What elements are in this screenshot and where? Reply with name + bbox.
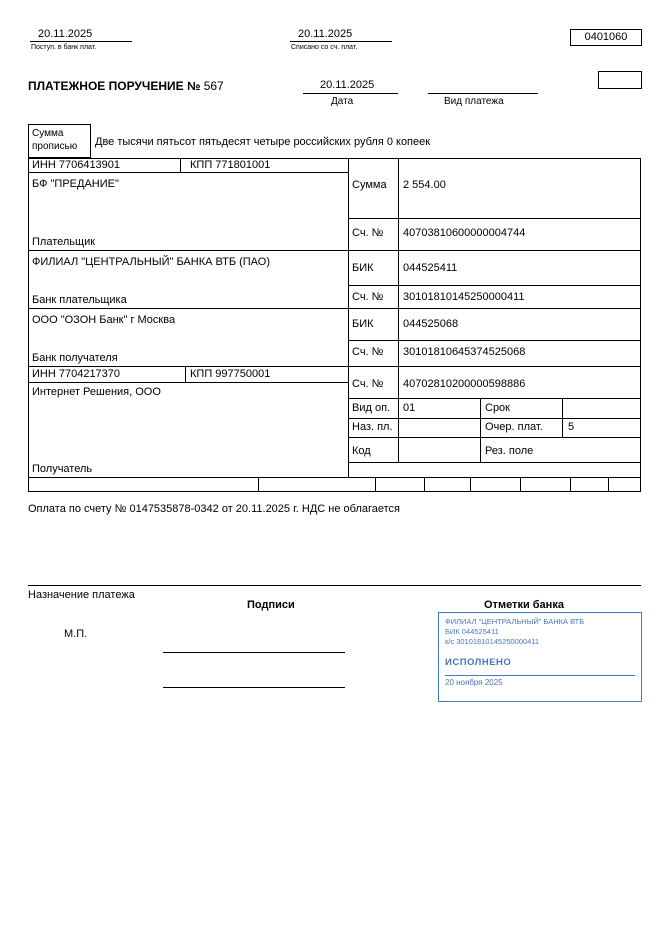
payer-bank-label: Банк плательщика (32, 294, 127, 306)
payee-bank-account-label: Сч. № (352, 346, 384, 358)
date-debited-underline (290, 41, 392, 42)
table-line (28, 172, 349, 173)
signatures-label: Подписи (247, 599, 295, 611)
table-line (348, 218, 641, 219)
amount-words-label-cell (28, 124, 91, 158)
op-type-label: Вид оп. (352, 402, 391, 414)
payee-bank-bik-label: БИК (352, 318, 374, 330)
table-line (28, 308, 641, 309)
date-received-value: 20.11.2025 (38, 28, 93, 40)
tax-fields-line (28, 491, 641, 492)
payee-label: Получатель (32, 463, 93, 475)
stamp-bik: БИК 044525411 (445, 627, 499, 637)
payer-bank-bik-label: БИК (352, 262, 374, 274)
payer-bank-account-value: 30101810145250000411 (403, 291, 525, 303)
signature-line-1 (163, 652, 345, 653)
tax-fields-tick (375, 477, 376, 492)
table-line (28, 366, 641, 367)
payer-account-value: 40703810600000004744 (403, 227, 526, 239)
payee-name: Интернет Решения, ООО (32, 386, 161, 398)
payment-type-underline (428, 93, 538, 94)
stamp-status: ИСПОЛНЕНО (445, 657, 512, 669)
table-line (348, 398, 641, 399)
purpose-code-label: Наз. пл. (352, 421, 393, 433)
table-line (562, 398, 563, 438)
term-label: Срок (485, 402, 510, 414)
payee-bank-label: Банк получателя (32, 352, 118, 364)
payee-account-label: Сч. № (352, 378, 384, 390)
payee-bank-bik-value: 044525068 (403, 318, 459, 330)
stamp-corr-account: к/с 30101810145250000411 (445, 637, 540, 647)
payee-account-value: 40702810200000598886 (403, 378, 526, 390)
date-debited-label: Списано со сч. плат. (291, 44, 358, 51)
code-label: Код (352, 445, 371, 457)
payee-kpp: КПП 997750001 (190, 368, 271, 380)
tax-fields-tick (424, 477, 425, 492)
table-line (185, 366, 186, 383)
payment-purpose-label: Назначение платежа (28, 589, 135, 601)
payer-name: БФ "ПРЕДАНИЕ" (32, 178, 119, 190)
table-line (28, 477, 641, 478)
payment-purpose-text: Оплата по счету № 0147535878-0342 от 20.11.2025 г. НДС не облагается (28, 503, 400, 515)
document-title (28, 80, 224, 94)
amount-words-label-line2: прописью (32, 141, 78, 152)
payer-bank-account-label: Сч. № (352, 291, 384, 303)
payer-bank-name: ФИЛИАЛ "ЦЕНТРАЛЬНЫЙ" БАНКА ВТБ (ПАО) (32, 256, 270, 268)
sum-value: 2 554.00 (403, 179, 446, 191)
date-received-label: Поступ. в банк плат. (31, 44, 97, 51)
table-line (348, 437, 641, 438)
tax-fields-tick (570, 477, 571, 492)
payer-inn: ИНН 7706413901 (32, 159, 121, 171)
reserve-field-label: Рез. поле (485, 445, 534, 457)
date-debited-value: 20.11.2025 (298, 28, 353, 40)
table-line (348, 285, 641, 286)
payee-bank-account-value: 30101810645374525068 (403, 346, 526, 358)
document-title-label: ПЛАТЕЖНОЕ ПОРУЧЕНИЕ № (28, 79, 201, 93)
tax-fields-tick (258, 477, 259, 492)
bank-marks-label: Отметки банка (484, 599, 564, 611)
payment-purpose-line (28, 585, 641, 586)
payer-account-label: Сч. № (352, 227, 384, 239)
stamp-date: 20 ноября 2025 (445, 675, 635, 689)
priority-value: 5 (568, 421, 575, 433)
tax-fields-tick (640, 477, 641, 492)
table-line (348, 462, 641, 463)
table-line (180, 158, 181, 173)
document-date-underline (303, 93, 398, 94)
stamp-bank-name: ФИЛИАЛ "ЦЕНТРАЛЬНЫЙ" БАНКА ВТБ (445, 617, 585, 626)
payer-bank-bik-value: 044525411 (403, 262, 458, 274)
table-line (480, 398, 481, 463)
table-line (640, 158, 641, 478)
payee-inn: ИНН 7704217370 (32, 368, 121, 380)
document-date-label: Дата (331, 96, 354, 107)
table-line (348, 340, 641, 341)
document-number: 567 (203, 79, 224, 93)
tax-fields-tick (608, 477, 609, 492)
amount-words-label-line1: Сумма (32, 128, 64, 139)
tax-fields-tick (520, 477, 521, 492)
amount-words-value: Две тысячи пятьсот пятьдесят четыре российских рубля 0 копеек (95, 136, 431, 148)
tax-fields-tick (470, 477, 471, 492)
payer-kpp: КПП 771801001 (190, 159, 271, 171)
payment-type-label: Вид платежа (444, 96, 504, 107)
table-line (348, 158, 349, 478)
sum-label: Сумма (352, 179, 387, 191)
table-line (28, 382, 349, 383)
table-line (398, 158, 399, 463)
table-line (28, 158, 29, 478)
tax-fields-tick (28, 477, 29, 492)
payment-type-box (598, 71, 642, 89)
bank-stamp (438, 612, 642, 702)
signature-line-2 (163, 687, 345, 688)
document-date: 20.11.2025 (320, 79, 375, 91)
table-line (348, 418, 641, 419)
form-code-box: 0401060 (570, 29, 642, 46)
op-type-value: 01 (403, 402, 416, 414)
payee-bank-name: ООО "ОЗОН Банк" г Москва (32, 314, 176, 326)
date-received-underline (30, 41, 132, 42)
priority-label: Очер. плат. (485, 421, 543, 433)
table-line (28, 250, 641, 251)
stamp-place-label: М.П. (64, 628, 88, 640)
payer-label: Плательщик (32, 236, 96, 248)
